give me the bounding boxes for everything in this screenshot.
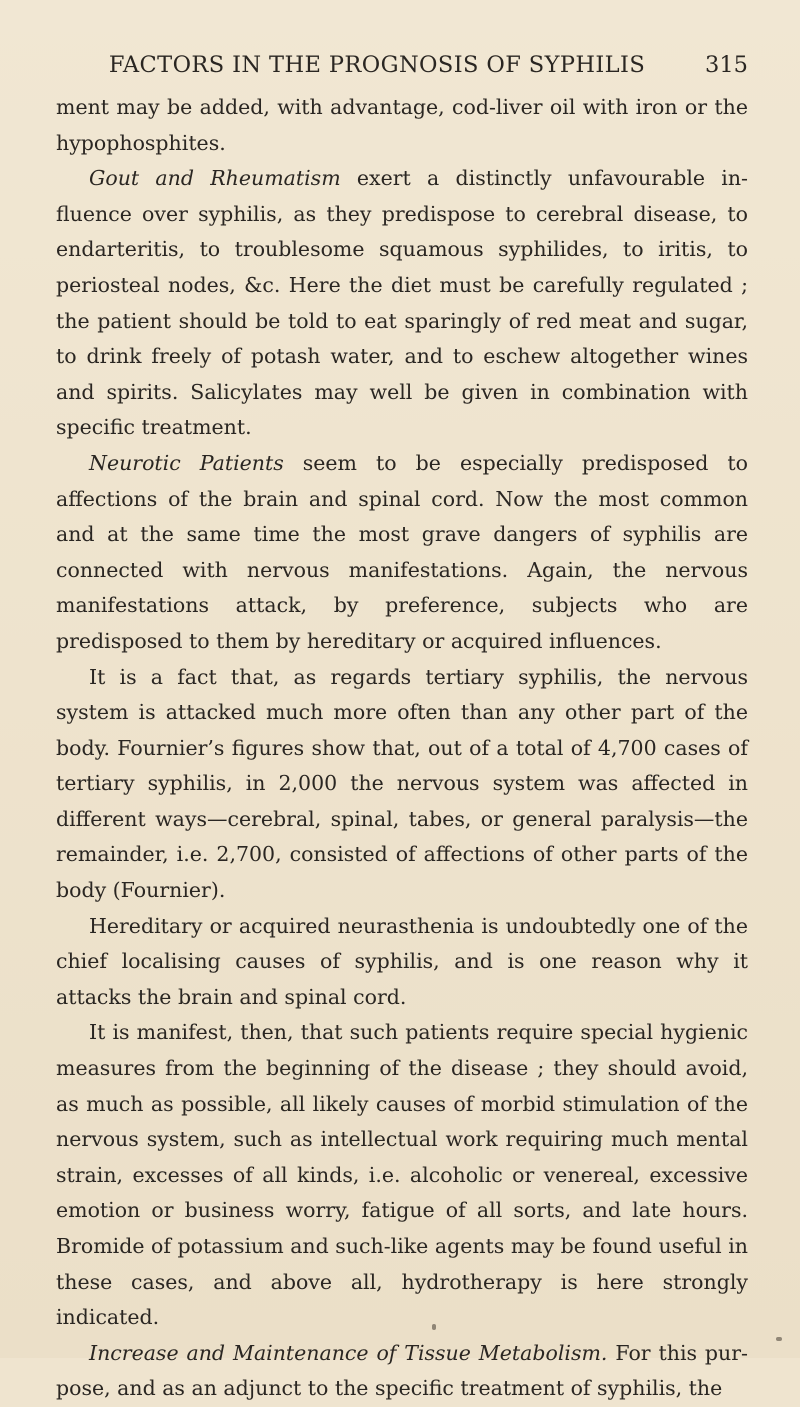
section-heading-gout-rheumatism: Gout and Rheumatism (89, 166, 341, 191)
paragraph-tissue-metabolism (56, 1336, 748, 1407)
paragraph-text: Hereditary or acquired neurasthenia is undoubtedly one of the chief localising causes of syphilis, and is one reason why it attacks the brain and spinal cord. (56, 913, 748, 1009)
paragraph-text: It is a fact that, as regards tertiary syphilis, the nervous system is attacked much more often than any other part of the body. Fournier’s figures show that, out of a total of 4,700 cases of tertiary syphilis, in 2,000 the nervous system was affected in different ways—cerebral, spinal, tabes, or general paralysis—the remainder, i.e. 2,700, consisted of affections of other parts of the body (Fournier). (56, 664, 748, 903)
paragraph-continuation (56, 90, 748, 161)
body-text (56, 90, 748, 1407)
page-header (56, 48, 748, 88)
paragraph-neurasthenia (56, 909, 748, 1016)
section-heading-neurotic-patients: Neurotic Patients (89, 450, 284, 475)
paragraph-text: ment may be added, with advantage, cod-liver oil with iron or the hypophosphites. (56, 95, 748, 155)
paragraph-text: It is manifest, then, that such patients require special hygienic measures from the beginning of the disease ; they should avoid, as much as possible, all likely causes of morbid stimulation of the nervous system, such as intellectual work requiring much mental strain, excesses of all kinds, i.e. alcoholic or venereal, excessive emotion or business worry, fatigue of all sorts, and late hours. Bromide of potassium and such-like agents may be found useful in these cases, and above all, hydrotherapy is here strongly indicated. (56, 1020, 748, 1330)
paragraph-text: For this pur- pose, and as an adjunct to the specific treatment of syphilis, the (56, 1340, 748, 1401)
print-speck (432, 1324, 436, 1330)
paragraph-text: exert a distinctly unfavourable in- fluence over syphilis, as they predispose to cerebral disease, to endarteritis, to troublesome squamous syphilides, to iritis, to periosteal nodes, &c. Here the diet must be carefully regulated ; the patient should be told to eat sparingly of red meat and sugar, to drink freely of potash water, and to eschew altogether wines and spirits. Salicylates may well be given in combination with specific treatment. (56, 166, 748, 440)
section-heading-tissue-metabolism: Increase and Maintenance of Tissue Metabolism. (89, 1340, 608, 1365)
paragraph-hygienic-measures (56, 1015, 748, 1335)
paragraph-gout-rheumatism (56, 161, 748, 446)
print-speck (776, 1337, 782, 1341)
paragraph-neurotic-patients (56, 446, 748, 660)
page-number: 315 (705, 52, 748, 78)
paragraph-text: seem to be especially predisposed to affections of the brain and spinal cord. Now the most common and at the same time the most grave dangers of syphilis are connected with nervous manifestations. Again, the nervous manifestations attack, by preference, subjects who are predisposed to them by hereditary or acquired influences. (56, 450, 748, 653)
paragraph-tertiary-syphilis (56, 660, 748, 909)
running-title: FACTORS IN THE PROGNOSIS OF SYPHILIS (108, 52, 646, 78)
